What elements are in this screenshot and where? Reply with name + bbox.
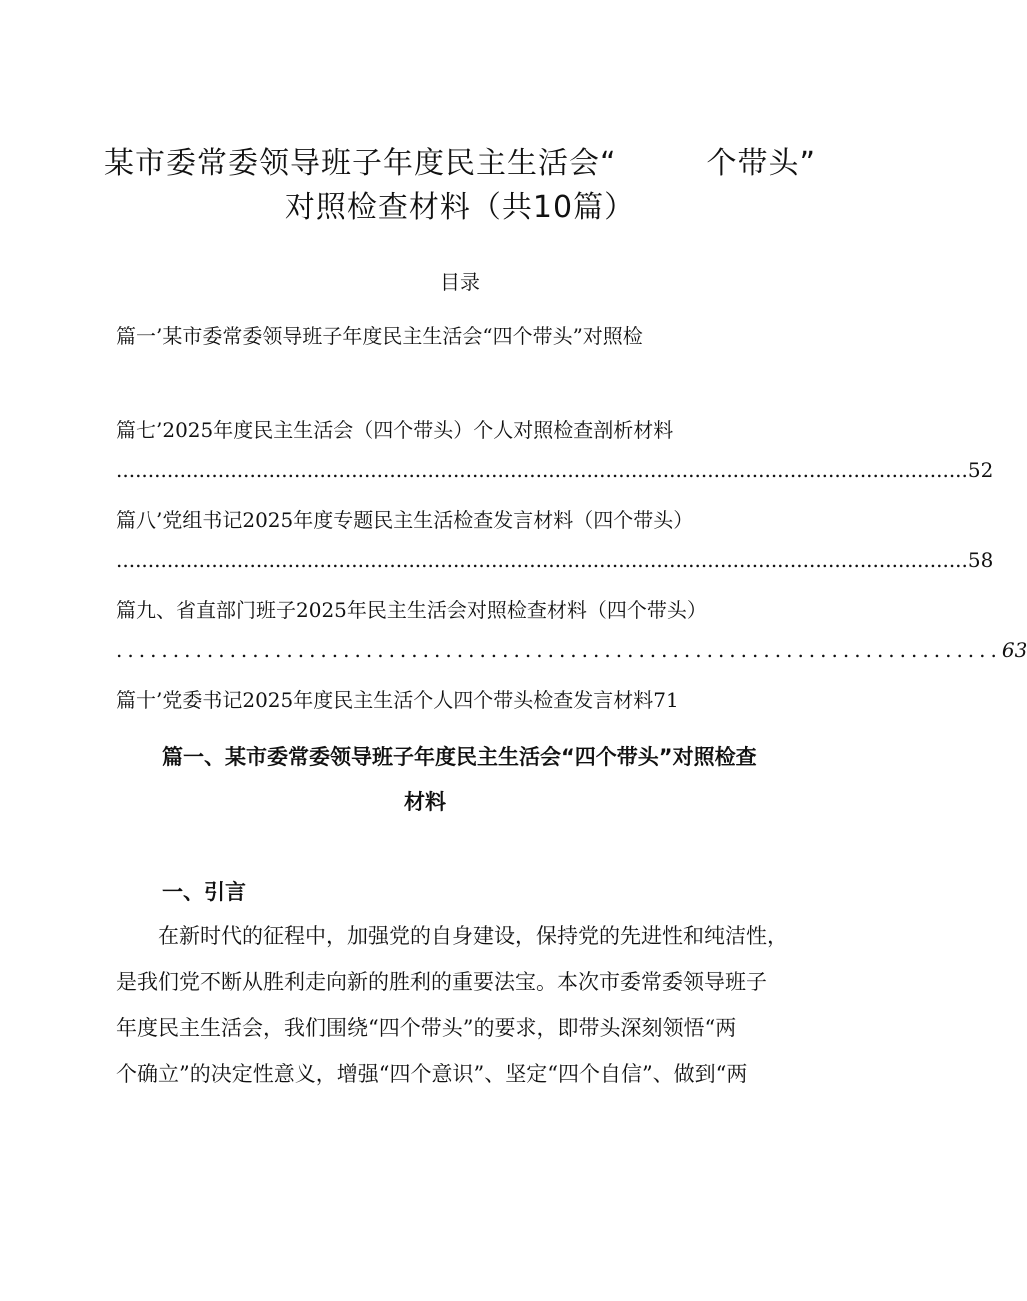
subheading-introduction: 一、引言 bbox=[162, 880, 246, 904]
toc-leader-dots: ...................................................................................................................................... bbox=[116, 458, 968, 482]
paragraph-line: 是我们党不断从胜利走向新的胜利的重要法宝。本次市委常委领导班子 bbox=[116, 970, 767, 994]
toc-entry-8-leader bbox=[116, 548, 994, 572]
document-title-line-1 bbox=[0, 138, 920, 182]
toc-entry-9[interactable]: 篇九、省直部门班子2025年民主生活会对照检查材料（四个带头） bbox=[116, 598, 707, 622]
toc-leader-dots: .............................................................................. bbox=[116, 638, 1002, 662]
toc-heading: 目录 bbox=[440, 270, 480, 294]
paragraph-line: 个确立”的决定性意义，增强“四个意识”、坚定“四个自信”、做到“两 bbox=[116, 1062, 748, 1086]
toc-page-number: 58 bbox=[967, 548, 994, 572]
toc-entry-8[interactable]: 篇八’党组书记2025年度专题民主生活检查发言材料（四个带头） bbox=[116, 508, 694, 532]
document-title-line-2: 对照检查材料（共10篇） bbox=[284, 190, 636, 225]
paragraph-line: 年度民主生活会，我们围绕“四个带头”的要求，即带头深刻领悟“两 bbox=[116, 1016, 737, 1040]
section-title-line-1: 篇一、某市委常委领导班子年度民主生活会“四个带头”对照检查 bbox=[162, 745, 757, 769]
toc-entry-1[interactable]: 篇一’某市委常委领导班子年度民主生活会“四个带头”对照检 bbox=[116, 324, 643, 348]
toc-entry-7-leader bbox=[116, 458, 994, 482]
toc-page-number: 63 bbox=[1001, 638, 1027, 662]
toc-leader-dots: ...................................................................................................................................... bbox=[116, 548, 968, 572]
title-part-2: 个带头” bbox=[706, 146, 817, 181]
paragraph-line: 在新时代的征程中，加强党的自身建设，保持党的先进性和纯洁性， bbox=[116, 924, 788, 948]
toc-entry-10[interactable]: 篇十’党委书记2025年度民主生活个人四个带头检查发言材料71 bbox=[116, 688, 679, 712]
title-part-1: 某市委常委领导班子年度民主生活会“ bbox=[103, 146, 617, 181]
toc-entry-9-leader bbox=[116, 638, 1027, 662]
toc-entry-7[interactable]: 篇七’2025年度民主生活会（四个带头）个人对照检查剖析材料 bbox=[116, 418, 674, 442]
toc-page-number: 52 bbox=[967, 458, 994, 482]
section-title-line-2: 材料 bbox=[404, 790, 446, 814]
